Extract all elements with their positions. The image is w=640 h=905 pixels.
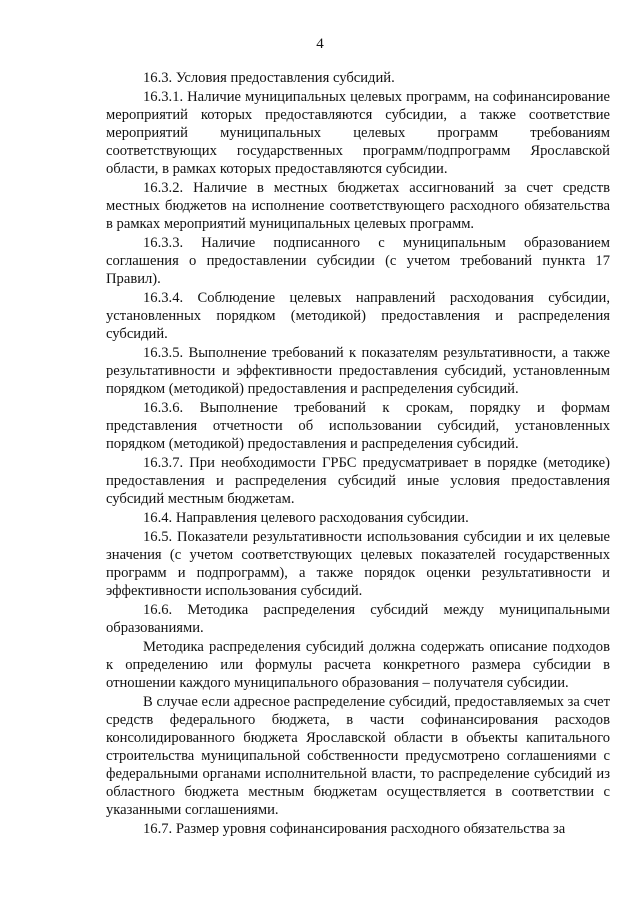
paragraph-16-3: 16.3. Условия предоставления субсидий. (143, 70, 395, 86)
paragraph-16-3-5: 16.3.5. Выполнение требований к показателям результативности, а также результативности и эффективности предоставления субсидий, установленным порядком (методикой) предоставления и распределения субсидий. (106, 345, 610, 397)
paragraph-16-3-2: 16.3.2. Наличие в местных бюджетах ассигнований за счет средств местных бюджетов на исполнение соответствующего расходного обязательства в рамках мероприятий муниципальных целевых программ. (106, 180, 610, 232)
paragraph-16-3-6: 16.3.6. Выполнение требований к срокам, порядку и формам представления отчетности об использовании субсидий, установленных порядком (методикой) предоставления и распределения субсидий. (106, 400, 610, 452)
document-body (106, 69, 610, 838)
paragraph-federal-budget: В случае если адресное распределение субсидий, предоставляемых за счет средств федерального бюджета, в части софинансирования расходов консолидированного бюджета Ярославской области в объекты капитального строительства муниципальной собственности предусмотрено соглашениями с федеральными органами исполнительной власти, то распределение субсидий из областного бюджета местным бюджетам осуществляется в соответствии с указанными соглашениями. (106, 694, 610, 818)
page-number: 4 (316, 36, 324, 52)
paragraph-16-4: 16.4. Направления целевого расходования субсидии. (143, 510, 469, 526)
paragraph-16-6: 16.6. Методика распределения субсидий между муниципальными образованиями. (106, 602, 610, 636)
paragraph-16-3-1: 16.3.1. Наличие муниципальных целевых программ, на софинансирование мероприятий которых предоставляются субсидии, а также соответствие мероприятий муниципальных целевых программ требованиям соответствующих государственных программ/подпрограмм Ярославской области, в рамках которых предоставляются субсидии. (106, 89, 610, 177)
paragraph-methodology: Методика распределения субсидий должна содержать описание подходов к определению или формулы расчета конкретного размера субсидии в отношении каждого муниципального образования – получателя субсидии. (106, 639, 610, 691)
paragraph-16-7: 16.7. Размер уровня софинансирования расходного обязательства за (143, 821, 566, 837)
paragraph-16-3-7: 16.3.7. При необходимости ГРБС предусматривает в порядке (методике) предоставления и распределения субсидий иные условия предоставления субсидий местным бюджетам. (106, 455, 610, 507)
paragraph-16-3-3: 16.3.3. Наличие подписанного с муниципальным образованием соглашения о предоставлении субсидии (с учетом требований пункта 17 Правил). (106, 235, 610, 287)
paragraph-16-3-4: 16.3.4. Соблюдение целевых направлений расходования субсидии, установленных порядком (методикой) предоставления и распределения субсидий. (106, 290, 610, 342)
paragraph-16-5: 16.5. Показатели результативности использования субсидии и их целевые значения (с учетом соответствующих целевых показателей государственных программ и подпрограмм), а также порядок оценки результативности и эффективности использования субсидий. (106, 529, 610, 599)
